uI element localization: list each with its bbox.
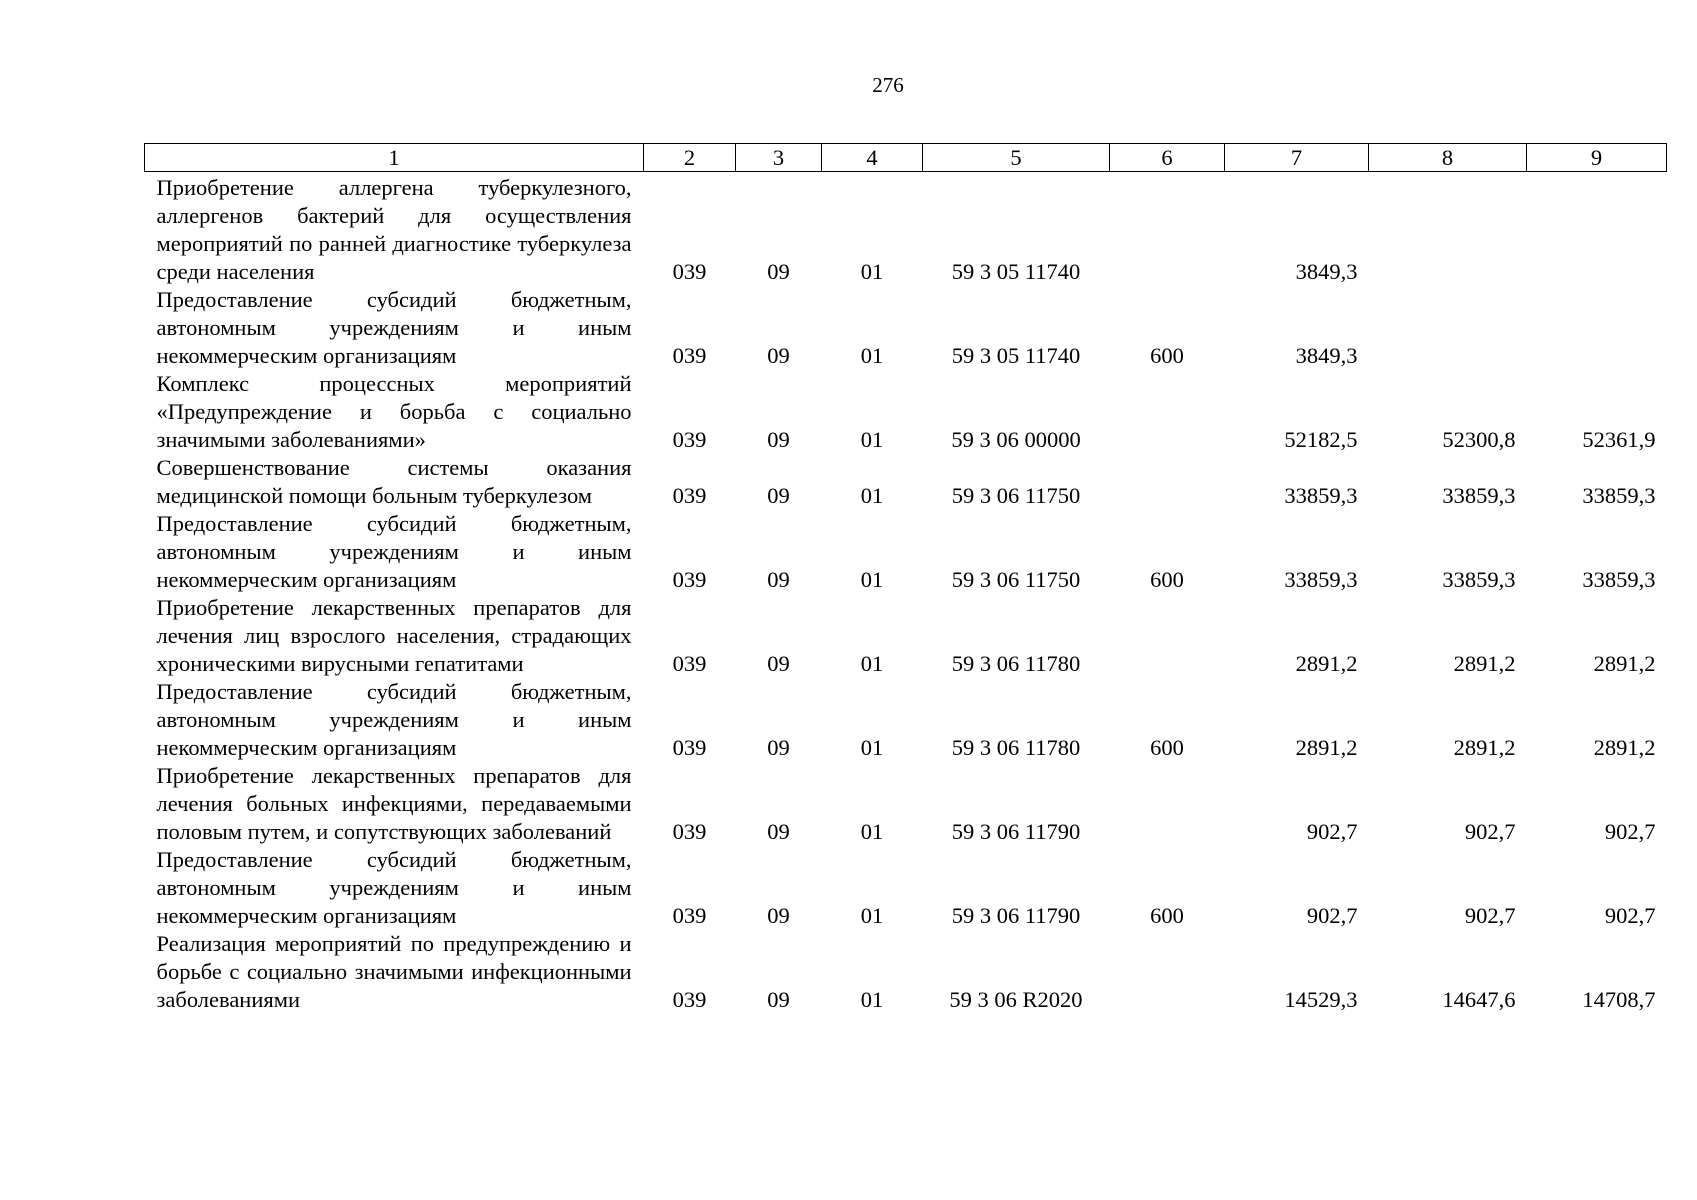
cell-value-7: 2891,2 xyxy=(1295,651,1358,676)
cell-value-7: 3849,3 xyxy=(1295,343,1358,368)
table-row xyxy=(145,370,1667,454)
cell-section: 09 xyxy=(767,651,790,676)
table-body xyxy=(145,172,1667,1015)
table-row xyxy=(145,594,1667,678)
header-cell: 4 xyxy=(822,144,923,172)
cell-ministry: 039 xyxy=(672,483,707,508)
header-cell: 6 xyxy=(1110,144,1225,172)
row-name: Приобретение аллергена туберкулезного, аллергенов бактерий для осуществления мероприятий по ранней диагностике туберкулеза среди населения xyxy=(156,175,632,284)
table-row xyxy=(145,454,1667,510)
cell-target-code: 59 3 05 11740 xyxy=(951,259,1081,284)
cell-section: 09 xyxy=(767,987,790,1012)
header-cell: 9 xyxy=(1527,144,1667,172)
cell-ministry: 039 xyxy=(672,735,707,760)
header-cell: 7 xyxy=(1225,144,1369,172)
table-row xyxy=(145,678,1667,762)
cell-value-7: 902,7 xyxy=(1306,819,1358,844)
cell-section: 09 xyxy=(767,567,790,592)
cell-section: 09 xyxy=(767,343,790,368)
cell-value-7: 33859,3 xyxy=(1284,483,1358,508)
cell-value-9: 902,7 xyxy=(1604,903,1656,928)
cell-ministry: 039 xyxy=(672,651,707,676)
budget-table xyxy=(144,143,1667,1014)
cell-value-7: 14529,3 xyxy=(1284,987,1358,1012)
cell-target-code: 59 3 06 11790 xyxy=(951,819,1081,844)
page-number: 276 xyxy=(872,73,904,97)
row-name: Предоставление субсидий бюджетным, автономным учреждениям и иным некоммерческим организациям xyxy=(156,287,632,368)
cell-value-7: 33859,3 xyxy=(1284,567,1358,592)
cell-subsection: 01 xyxy=(860,987,884,1012)
header-cell: 1 xyxy=(145,144,644,172)
cell-value-9: 902,7 xyxy=(1604,819,1656,844)
cell-target-code: 59 3 06 11750 xyxy=(951,483,1081,508)
cell-target-code: 59 3 06 11780 xyxy=(951,651,1081,676)
cell-subsection: 01 xyxy=(860,343,884,368)
row-name: Предоставление субсидий бюджетным, автономным учреждениям и иным некоммерческим организациям xyxy=(156,679,632,760)
cell-value-9: 2891,2 xyxy=(1593,735,1656,760)
cell-section: 09 xyxy=(767,819,790,844)
cell-value-7: 2891,2 xyxy=(1295,735,1358,760)
table-header xyxy=(145,144,1667,172)
cell-expense-type: 600 xyxy=(1150,735,1184,760)
cell-value-7: 902,7 xyxy=(1306,903,1358,928)
cell-subsection: 01 xyxy=(860,259,884,284)
cell-target-code: 59 3 06 11790 xyxy=(951,903,1081,928)
cell-ministry: 039 xyxy=(672,903,707,928)
cell-expense-type xyxy=(1110,454,1225,510)
cell-section: 09 xyxy=(767,427,790,452)
cell-target-code: 59 3 06 R2020 xyxy=(949,987,1083,1012)
cell-value-9: 33859,3 xyxy=(1582,567,1656,592)
row-name: Предоставление субсидий бюджетным, автономным учреждениям и иным некоммерческим организациям xyxy=(156,847,632,928)
cell-value-9: 14708,7 xyxy=(1582,987,1656,1012)
cell-target-code: 59 3 06 11780 xyxy=(951,735,1081,760)
cell-subsection: 01 xyxy=(860,819,884,844)
cell-subsection: 01 xyxy=(860,567,884,592)
cell-subsection: 01 xyxy=(860,735,884,760)
cell-value-9 xyxy=(1527,286,1667,370)
cell-expense-type: 600 xyxy=(1150,343,1184,368)
cell-target-code: 59 3 06 00000 xyxy=(951,427,1081,452)
cell-value-8: 33859,3 xyxy=(1442,483,1516,508)
cell-subsection: 01 xyxy=(860,903,884,928)
header-cell: 2 xyxy=(644,144,736,172)
cell-ministry: 039 xyxy=(672,427,707,452)
cell-target-code: 59 3 06 11750 xyxy=(951,567,1081,592)
cell-ministry: 039 xyxy=(672,343,707,368)
cell-ministry: 039 xyxy=(672,259,707,284)
cell-section: 09 xyxy=(767,483,790,508)
cell-target-code: 59 3 05 11740 xyxy=(951,343,1081,368)
cell-value-8: 902,7 xyxy=(1464,819,1516,844)
cell-value-7: 3849,3 xyxy=(1295,259,1358,284)
row-name: Совершенствование системы оказания медицинской помощи больным туберкулезом xyxy=(156,455,632,508)
cell-value-9: 52361,9 xyxy=(1582,427,1656,452)
header-cell: 3 xyxy=(736,144,822,172)
cell-ministry: 039 xyxy=(672,819,707,844)
cell-value-8: 902,7 xyxy=(1464,903,1516,928)
cell-expense-type xyxy=(1110,594,1225,678)
header-cell: 5 xyxy=(923,144,1110,172)
cell-value-8: 2891,2 xyxy=(1453,735,1516,760)
cell-subsection: 01 xyxy=(860,427,884,452)
cell-expense-type xyxy=(1110,370,1225,454)
row-name: Приобретение лекарственных препаратов для лечения лиц взрослого населения, страдающих хроническими вирусными гепатитами xyxy=(156,595,632,676)
table-row xyxy=(145,846,1667,930)
table-row xyxy=(145,510,1667,594)
table-row xyxy=(145,172,1667,287)
cell-ministry: 039 xyxy=(672,567,707,592)
row-name: Комплекс процессных мероприятий «Предупреждение и борьба с социально значимыми заболеваниями» xyxy=(156,371,632,452)
table-row xyxy=(145,762,1667,846)
cell-value-9 xyxy=(1527,172,1667,287)
cell-value-8 xyxy=(1369,172,1527,287)
cell-value-9: 33859,3 xyxy=(1582,483,1656,508)
cell-value-9: 2891,2 xyxy=(1593,651,1656,676)
cell-subsection: 01 xyxy=(860,483,884,508)
cell-value-8: 14647,6 xyxy=(1442,987,1516,1012)
cell-expense-type xyxy=(1110,930,1225,1014)
cell-expense-type: 600 xyxy=(1150,567,1184,592)
table-row xyxy=(145,930,1667,1014)
cell-expense-type xyxy=(1110,762,1225,846)
table-row xyxy=(145,286,1667,370)
cell-expense-type: 600 xyxy=(1150,903,1184,928)
cell-value-8 xyxy=(1369,286,1527,370)
cell-section: 09 xyxy=(767,259,790,284)
row-name: Предоставление субсидий бюджетным, автономным учреждениям и иным некоммерческим организациям xyxy=(156,511,632,592)
cell-expense-type xyxy=(1110,172,1225,287)
cell-ministry: 039 xyxy=(672,987,707,1012)
cell-section: 09 xyxy=(767,735,790,760)
row-name: Приобретение лекарственных препаратов для лечения больных инфекциями, передаваемыми половым путем, и сопутствующих заболеваний xyxy=(156,763,632,844)
cell-value-8: 52300,8 xyxy=(1442,427,1516,452)
row-name: Реализация мероприятий по предупреждению и борьбе с социально значимыми инфекционными заболеваниями xyxy=(156,931,632,1012)
header-cell: 8 xyxy=(1369,144,1527,172)
cell-subsection: 01 xyxy=(860,651,884,676)
cell-value-8: 2891,2 xyxy=(1453,651,1516,676)
cell-section: 09 xyxy=(767,903,790,928)
cell-value-7: 52182,5 xyxy=(1284,427,1358,452)
header-row xyxy=(145,144,1667,172)
cell-value-8: 33859,3 xyxy=(1442,567,1516,592)
